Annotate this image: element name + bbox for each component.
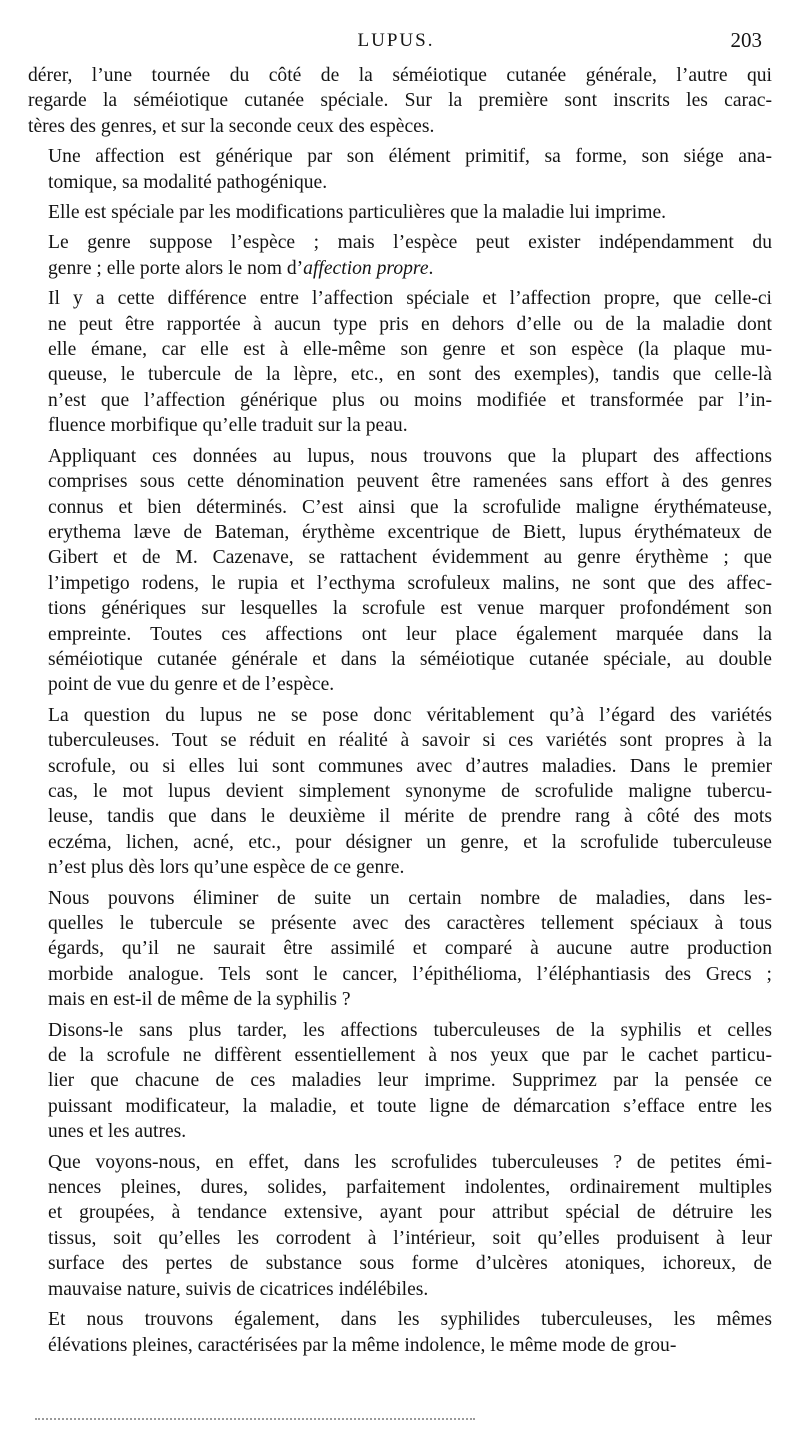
- text-line: fluence morbifique qu’elle traduit sur la peau.: [48, 415, 408, 437]
- paragraph: [28, 200, 772, 225]
- paragraph: [28, 1150, 772, 1302]
- paragraph: [28, 63, 772, 139]
- text-line: Le genre suppose l’espèce ; mais l’espèce peut exister indépendamment du: [48, 232, 772, 254]
- emphasis: affection propre: [303, 257, 429, 279]
- text-line: l’impetigo rodens, le rupia et l’ecthyma scrofuleux malins, ne sont que des affec-: [48, 572, 772, 594]
- text-line: n’est plus dès lors qu’une espèce de ce genre.: [48, 857, 405, 879]
- text-line: point de vue du genre et de l’espèce.: [48, 674, 335, 696]
- text-line: unes et les autres.: [48, 1121, 187, 1143]
- text-line: Disons-le sans plus tarder, les affections tuberculeuses de la syphilis et celles: [48, 1019, 772, 1041]
- text-line: n’est que l’affection générique plus ou moins modifiée et transformée par l’in-: [48, 389, 772, 411]
- text-line: cas, le mot lupus devient simplement synonyme de scrofulide maligne tubercu-: [48, 780, 772, 802]
- text-line: regarde la séméiotique cutanée spéciale. Sur la première sont inscrits les carac-: [28, 90, 772, 112]
- paragraph: [28, 144, 772, 195]
- text-line: elle émane, car elle est à elle-même son genre et son espèce (la plaque mu-: [48, 339, 772, 361]
- text-line: Elle est spéciale par les modifications particulières que la maladie lui imprime.: [48, 202, 667, 224]
- text-line: égards, qu’il ne saurait être assimilé et comparé à aucune autre production: [48, 938, 772, 960]
- body-text: [28, 63, 772, 1358]
- text-line: empreinte. Toutes ces affections ont leur place également marquée dans la: [48, 623, 772, 645]
- text-line: tissus, soit qu’elles les corrodent à l’intérieur, soit qu’elles produisent à leur: [48, 1227, 772, 1249]
- text-line: surface des pertes de substance sous forme d’ulcères atoniques, ichoreux, de: [48, 1253, 772, 1275]
- paragraph: [28, 1307, 772, 1358]
- paragraph: [28, 1018, 772, 1145]
- text-line: connus et bien déterminés. C’est ainsi que la scrofulide maligne érythémateuse,: [48, 496, 772, 518]
- text-line: Il y a cette différence entre l’affection spéciale et l’affection propre, que celle-ci: [48, 288, 772, 310]
- text-line: Que voyons-nous, en effet, dans les scrofulides tuberculeuses ? de petites émi-: [48, 1151, 772, 1173]
- page-header: [30, 30, 762, 56]
- text-line: tuberculeuses. Tout se réduit en réalité à savoir si ces variétés sont propres à la: [48, 730, 772, 752]
- footer-rule: [35, 1418, 475, 1420]
- running-title: LUPUS.: [357, 30, 435, 51]
- text-line: genre ; elle porte alors le nom d’affection propre.: [48, 257, 434, 279]
- paragraph: [28, 230, 772, 281]
- text-line: lier que chacune de ces maladies leur imprime. Supprimez par la pensée ce: [48, 1070, 772, 1092]
- text-line: mais en est-il de même de la syphilis ?: [48, 989, 351, 1011]
- text-line: et groupées, à tendance extensive, ayant pour attribut spécial de détruire les: [48, 1202, 772, 1224]
- text-line: eczéma, lichen, acné, etc., pour désigner un genre, et la scrofulide tuberculeuse: [48, 831, 772, 853]
- text-line: comprises sous cette dénomination peuvent être ramenées sans effort à des genres: [48, 471, 772, 493]
- paragraph: [28, 286, 772, 438]
- text-line: nences pleines, dures, solides, parfaitement indolentes, ordinairement multiples: [48, 1177, 772, 1199]
- text-line: Et nous trouvons également, dans les syphilides tuberculeuses, les mêmes: [48, 1309, 772, 1331]
- text-line: leuse, tandis que dans le deuxième il mérite de prendre rang à côté des mots: [48, 806, 772, 828]
- text-line: tions génériques sur lesquelles la scrofule est venue marquer profondément son: [48, 598, 772, 620]
- text-line: Une affection est générique par son élément primitif, sa forme, son siége ana-: [48, 146, 772, 168]
- text-line: morbide analogue. Tels sont le cancer, l’épithélioma, l’éléphantiasis des Grecs ;: [48, 963, 772, 985]
- text-line: Gibert et de M. Cazenave, se rattachent évidemment au genre érythème ; que: [48, 547, 772, 569]
- text-line: tères des genres, et sur la seconde ceux des espèces.: [28, 115, 435, 137]
- text-line: tomique, sa modalité pathogénique.: [48, 171, 328, 193]
- text-line: mauvaise nature, suivis de cicatrices indélébiles.: [48, 1278, 429, 1300]
- text-line: erythema læve de Bateman, érythème excentrique de Biett, lupus érythémateux de: [48, 521, 772, 543]
- text-line: La question du lupus ne se pose donc véritablement qu’à l’égard des variétés: [48, 704, 772, 726]
- text-line: ne peut être rapportée à aucun type pris en dehors d’elle ou de la maladie dont: [48, 313, 772, 335]
- text-line: séméiotique cutanée générale et dans la séméiotique cutanée spéciale, au double: [48, 648, 772, 670]
- paragraph: [28, 703, 772, 881]
- text-line: élévations pleines, caractérisées par la même indolence, le même mode de grou-: [48, 1334, 677, 1356]
- text-line: Nous pouvons éliminer de suite un certain nombre de maladies, dans les-: [48, 887, 772, 909]
- text-line: queuse, le tubercule de la lèpre, etc., en sont des exemples), tandis que celle-là: [48, 364, 772, 386]
- text-line: Appliquant ces données au lupus, nous trouvons que la plupart des affections: [48, 445, 772, 467]
- paragraph: [28, 886, 772, 1013]
- text-line: puissant modificateur, la maladie, et toute ligne de démarcation s’efface entre les: [48, 1095, 772, 1117]
- paragraph: [28, 444, 772, 698]
- page-number: 203: [730, 28, 762, 52]
- text-line: de la scrofule ne diffèrent essentiellement à nos yeux que par le cachet particu-: [48, 1045, 772, 1067]
- text-line: scrofule, ou si elles lui sont communes avec d’autres maladies. Dans le premier: [48, 755, 772, 777]
- text-line: quelles le tubercule se présente avec des caractères tellement spéciaux à tous: [48, 913, 772, 934]
- text-line: dérer, l’une tournée du côté de la séméiotique cutanée générale, l’autre qui: [28, 65, 772, 86]
